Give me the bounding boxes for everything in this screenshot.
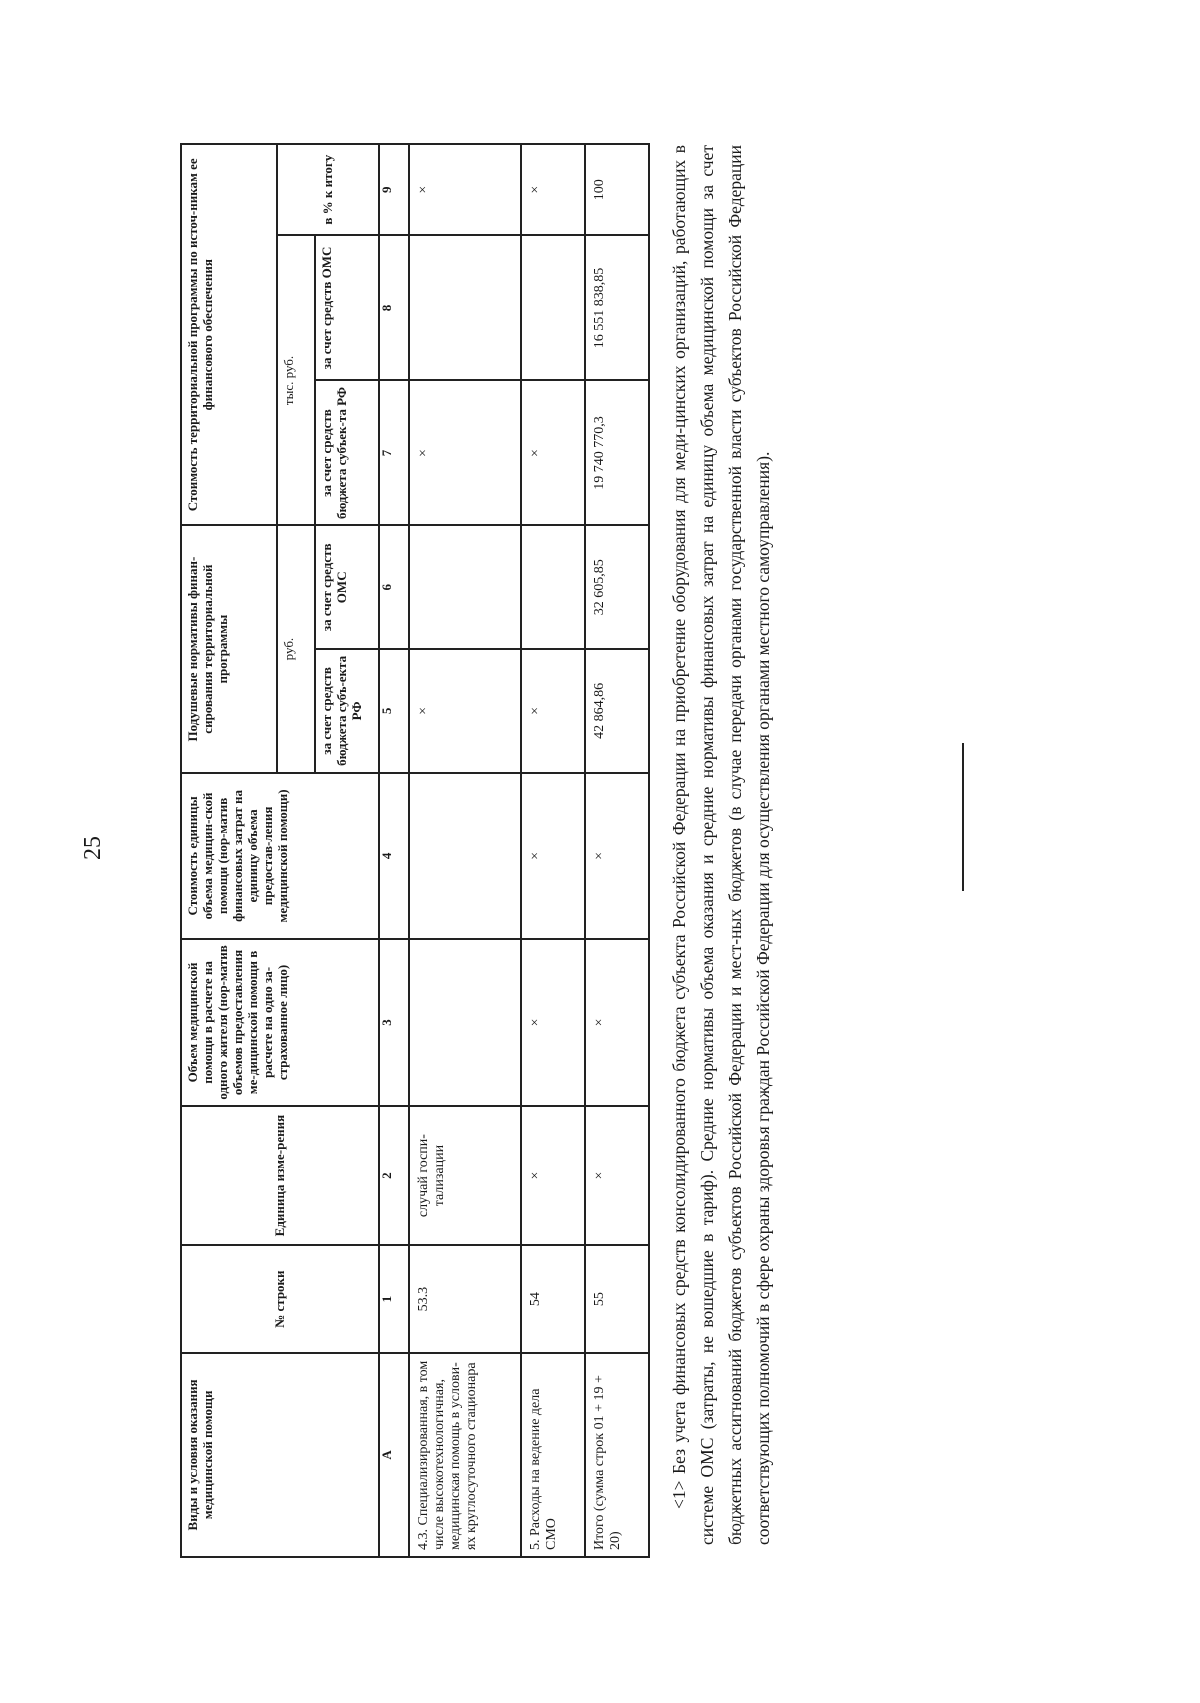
cell-volume — [409, 939, 521, 1106]
header-unit-cost: Стоимость единицы объема медицин-ской помощи (нор-матив финансовых затрат на единицу объема предостав-ления медицинской помощи) — [181, 773, 379, 940]
cell-budget-7: × — [409, 380, 521, 525]
colnum-cell: 6 — [379, 526, 409, 650]
cell-percent: × — [521, 144, 585, 235]
header-rub: руб. — [277, 526, 315, 773]
cell-type: Итого (сумма строк 01 + 19 + 20) — [585, 1353, 649, 1557]
cell-budget-7: × — [521, 380, 585, 525]
cell-percent: 100 — [585, 144, 649, 235]
cell-oms-8 — [409, 235, 521, 380]
header-oms-6: за счет средств ОМС — [315, 526, 379, 650]
colnum-cell: 7 — [379, 380, 409, 525]
colnum-cell: 9 — [379, 144, 409, 235]
cell-unit: × — [585, 1106, 649, 1246]
header-thousand-rub: тыс. руб. — [277, 235, 315, 525]
header-volume: Объем медицинской помощи в расчете на одного жителя (нор-матив объемов предоставления ме-дицинской помощи в расчете на одно за-страхованное лицо) — [181, 939, 379, 1106]
cell-oms-6 — [409, 526, 521, 650]
header-budget-7: за счет средств бюджета субъек-та РФ — [315, 380, 379, 525]
colnum-cell: 4 — [379, 773, 409, 940]
header-row-no: № строки — [181, 1245, 379, 1352]
cell-percent: × — [409, 144, 521, 235]
table-row — [585, 144, 649, 1557]
cell-row-no: 55 — [585, 1245, 649, 1352]
cell-row-no: 54 — [521, 1245, 585, 1352]
cell-row-no: 53.3 — [409, 1245, 521, 1352]
cell-unit-cost: × — [521, 773, 585, 940]
header-type: Виды и условия оказания медицинской помощи — [181, 1353, 379, 1557]
footnote: <1> Без учета финансовых средств консолидированного бюджета субъекта Российской Федерации на приобретение оборудования для меди-цинских организаций, работающих в системе ОМС (затраты, не вошедшие в тариф). Средние нормативы объема оказания и средние нормативы финансовых затрат на единицу объема медицинской помощи за счет бюджетных ассигнований бюджетов субъектов Российской Федерации и мест-ных бюджетов (в случае передачи органами государственной власти субъектов Российской Федерации соответствующих полномочий в сфере охраны здоровья граждан Российской Федерации для осуществления органами местного самоуправления). — [669, 145, 773, 1545]
table-row — [521, 144, 585, 1557]
separator-line — [962, 743, 964, 891]
cell-budget-5: 42 864,86 — [585, 649, 649, 773]
cell-unit: случай госпи-тализации — [409, 1106, 521, 1246]
column-number-row — [379, 144, 409, 1557]
header-oms-8: за счет средств ОМС — [315, 235, 379, 380]
colnum-cell: 1 — [379, 1245, 409, 1352]
cell-unit: × — [521, 1106, 585, 1246]
cell-type: 5. Расходы на ведение дела СМО — [521, 1353, 585, 1557]
header-percent: в % к итогу — [277, 144, 379, 235]
cell-budget-7: 19 740 770,3 — [585, 380, 649, 525]
cell-oms-6: 32 605,85 — [585, 526, 649, 650]
cell-type: 4.3. Специализированная, в том числе высокотехнологичная, медицинская помощь в услови-ях круглосуточного стационара — [409, 1353, 521, 1557]
cell-volume: × — [521, 939, 585, 1106]
cell-budget-5: × — [521, 649, 585, 773]
header-budget-5: за счет средств бюджета субъ-екта РФ — [315, 649, 379, 773]
header-unit: Единица изме-рения — [181, 1106, 379, 1246]
cell-unit-cost — [409, 773, 521, 940]
cell-volume: × — [585, 939, 649, 1106]
colnum-cell: 3 — [379, 939, 409, 1106]
cell-oms-6 — [521, 526, 585, 650]
colnum-cell: 2 — [379, 1106, 409, 1246]
table-row — [409, 144, 521, 1557]
colnum-cell: А — [379, 1353, 409, 1557]
cell-budget-5: × — [409, 649, 521, 773]
cell-oms-8: 16 551 838,85 — [585, 235, 649, 380]
financing-table — [180, 143, 650, 1558]
cell-oms-8 — [521, 235, 585, 380]
colnum-cell: 8 — [379, 235, 409, 380]
header-per-capita: Подушевые нормативы финан-сирования территориальной программы — [181, 526, 277, 773]
colnum-cell: 5 — [379, 649, 409, 773]
header-program-cost: Стоимость территориальной программы по источ-никам ее финансового обеспечения — [181, 144, 277, 526]
page-number: 25 — [80, 836, 106, 860]
cell-unit-cost: × — [585, 773, 649, 940]
